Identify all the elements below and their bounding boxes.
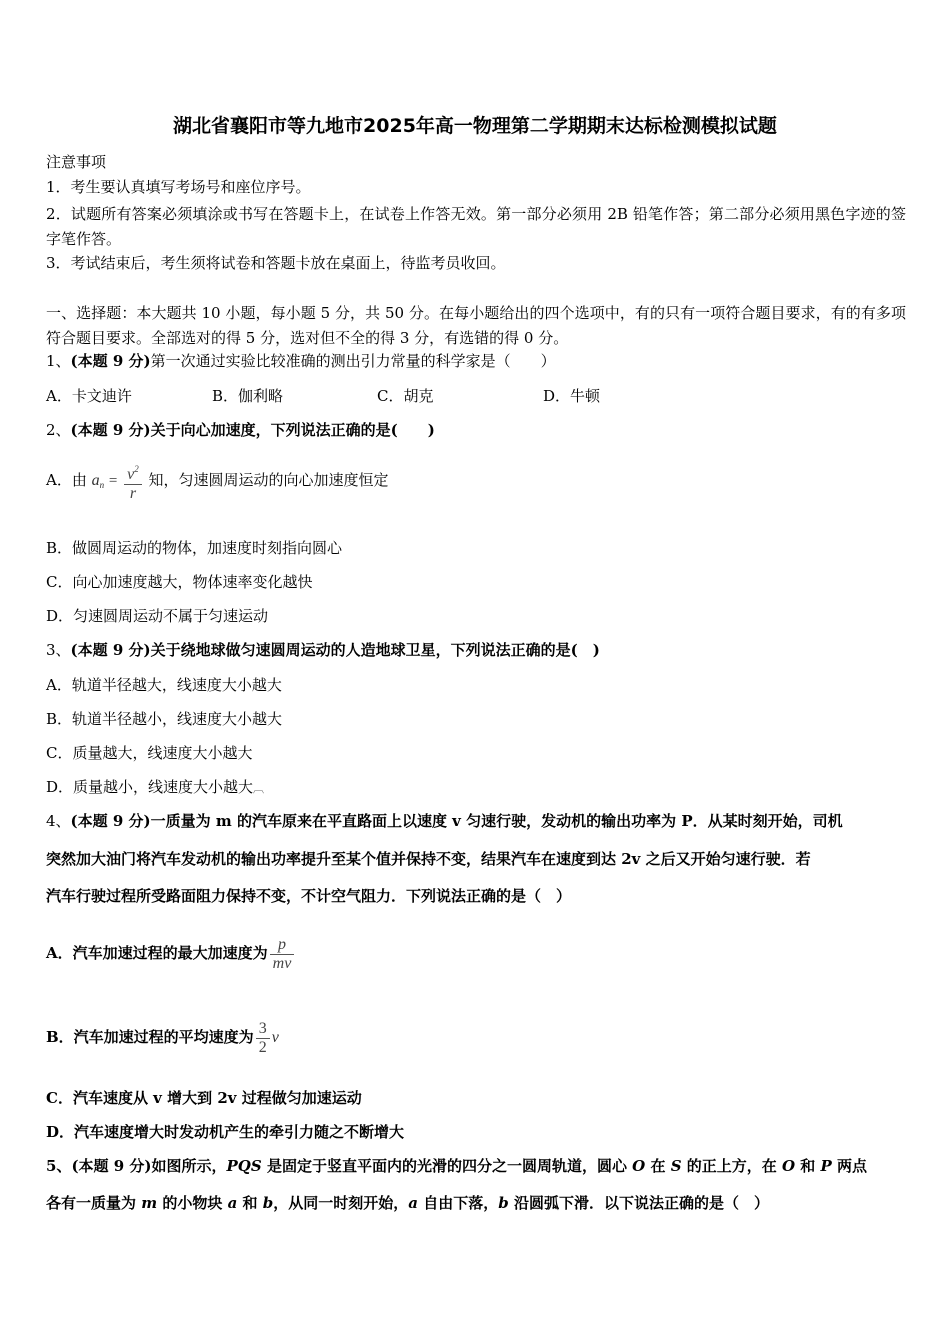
formula-lhs: $a_n$ — [91, 472, 105, 490]
question-text: 第一次通过实验比较准确的测出引力常量的科学家是（ ） — [150, 352, 556, 370]
option-label: A．由 — [46, 471, 87, 489]
notice-heading: 注意事项 — [46, 153, 107, 171]
question-4-stem-line-2: 突然加大油门将汽车发动机的输出功率提升至某个值并保持不变，结果汽车在速度到达 2v 之后又开始匀速行驶．若 — [46, 850, 811, 868]
question-4-option-d: D．汽车速度增大时发动机产生的牵引力随之不断增大 — [46, 1123, 405, 1141]
question-score: (本题 9 分) — [71, 1157, 152, 1175]
notice-item-3: 3．考试结束后，考生须将试卷和答题卡放在桌面上，待监考员收回。 — [46, 254, 506, 272]
question-number: 1、 — [46, 352, 71, 370]
question-3-option-c: C．质量越大，线速度大小越大 — [46, 744, 253, 762]
question-2-option-c: C．向心加速度越大，物体速率变化越快 — [46, 573, 313, 591]
question-number: 5、 — [46, 1157, 72, 1175]
question-score: (本题 9 分) — [70, 421, 151, 439]
question-4-option-c: C．汽车速度从 v 增大到 2v 过程做匀加速运动 — [46, 1089, 362, 1107]
question-3-option-a: A．轨道半径越大，线速度大小越大 — [46, 676, 282, 694]
question-4-stem-line-3: 汽车行驶过程所受路面阻力保持不变，不计空气阻力．下列说法正确的是（ ） — [46, 887, 572, 905]
option-a: A．卡文迪许 — [46, 387, 132, 405]
question-score: (本题 9 分) — [70, 812, 151, 830]
option-c: C．胡克 — [377, 387, 434, 405]
formula-fraction: $\frac{p}{mv}$ — [270, 936, 295, 973]
option-b: B．伽利略 — [212, 387, 284, 405]
question-score: (本题 9 分) — [70, 641, 151, 659]
question-1-options — [46, 386, 906, 406]
question-2-stem — [46, 420, 435, 440]
question-2-option-a — [46, 458, 389, 507]
formula-equals: = — [108, 473, 118, 489]
formula-variable: v — [271, 1029, 279, 1046]
question-score: (本题 9 分) — [70, 352, 151, 370]
question-3-stem — [46, 640, 600, 660]
question-4-stem-line-1 — [46, 811, 843, 831]
question-text: 关于向心加速度，下列说法正确的是( ) — [150, 421, 435, 439]
question-4-option-b — [46, 1006, 279, 1069]
question-5-stem-line-2: 各有一质量为 m 的小物块 a 和 b，从同一时刻开始，a 自由下落，b 沿圆弧下滑．以下说法正确的是（ ） — [46, 1194, 769, 1212]
option-text: 知，匀速圆周运动的向心加速度恒定 — [148, 471, 389, 489]
page-title: 湖北省襄阳市等九地市2025年高一物理第二学期期末达标检测模拟试题 — [173, 115, 777, 137]
option-text: A．汽车加速过程的最大加速度为 — [46, 944, 268, 962]
option-text: D．质量越小，线速度大小越大 — [46, 778, 254, 796]
question-text: 一质量为 m 的汽车原来在平直路面上以速度 v 匀速行驶，发动机的输出功率为 P．从某时刻开始，司机 — [150, 812, 843, 830]
question-2-option-d: D．匀速圆周运动不属于匀速运动 — [46, 607, 269, 625]
option-text: B．汽车加速过程的平均速度为 — [46, 1028, 254, 1046]
option-d: D．牛顿 — [543, 387, 601, 405]
question-5-stem-line-1: 5、(本题 9 分)如图所示，PQS 是固定于竖直平面内的光滑的四分之一圆周轨道，圆心 O 在 S 的正上方，在 O 和 P 两点 — [46, 1157, 868, 1175]
question-text: 关于绕地球做匀速圆周运动的人造地球卫星，下列说法正确的是( ) — [150, 641, 600, 659]
question-number: 4、 — [46, 812, 71, 830]
question-3-option-d — [46, 777, 264, 799]
notice-item-1: 1．考生要认真填写考场号和座位序号。 — [46, 178, 311, 196]
question-1-stem — [46, 351, 556, 371]
stray-mark-glyph: ︹ — [253, 782, 265, 795]
question-number: 3、 — [46, 641, 71, 659]
notice-item-2: 2．试题所有答案必须填涂或书写在答题卡上，在试卷上作答无效。第一部分必须用 2B 铅笔作答；第二部分必须用黑色字迹的签字笔作答。 — [46, 205, 906, 248]
question-3-option-b: B．轨道半径越小，线速度大小越大 — [46, 710, 283, 728]
section-intro: 一、选择题：本大题共 10 小题，每小题 5 分，共 50 分。在每小题给出的四个选项中，有的只有一项符合题目要求，有的有多项符合题目要求。全部选对的得 5 分，选对但不全的得 3 分，有选错的得 0 分。 — [46, 304, 906, 347]
formula-fraction: $\frac{3}{2}$ — [256, 1020, 270, 1057]
question-2-option-b: B．做圆周运动的物体，加速度时刻指向圆心 — [46, 539, 343, 557]
formula-fraction: $\frac{v^2}{r}$ — [124, 460, 142, 503]
question-4-option-a — [46, 924, 296, 982]
question-number: 2、 — [46, 421, 71, 439]
